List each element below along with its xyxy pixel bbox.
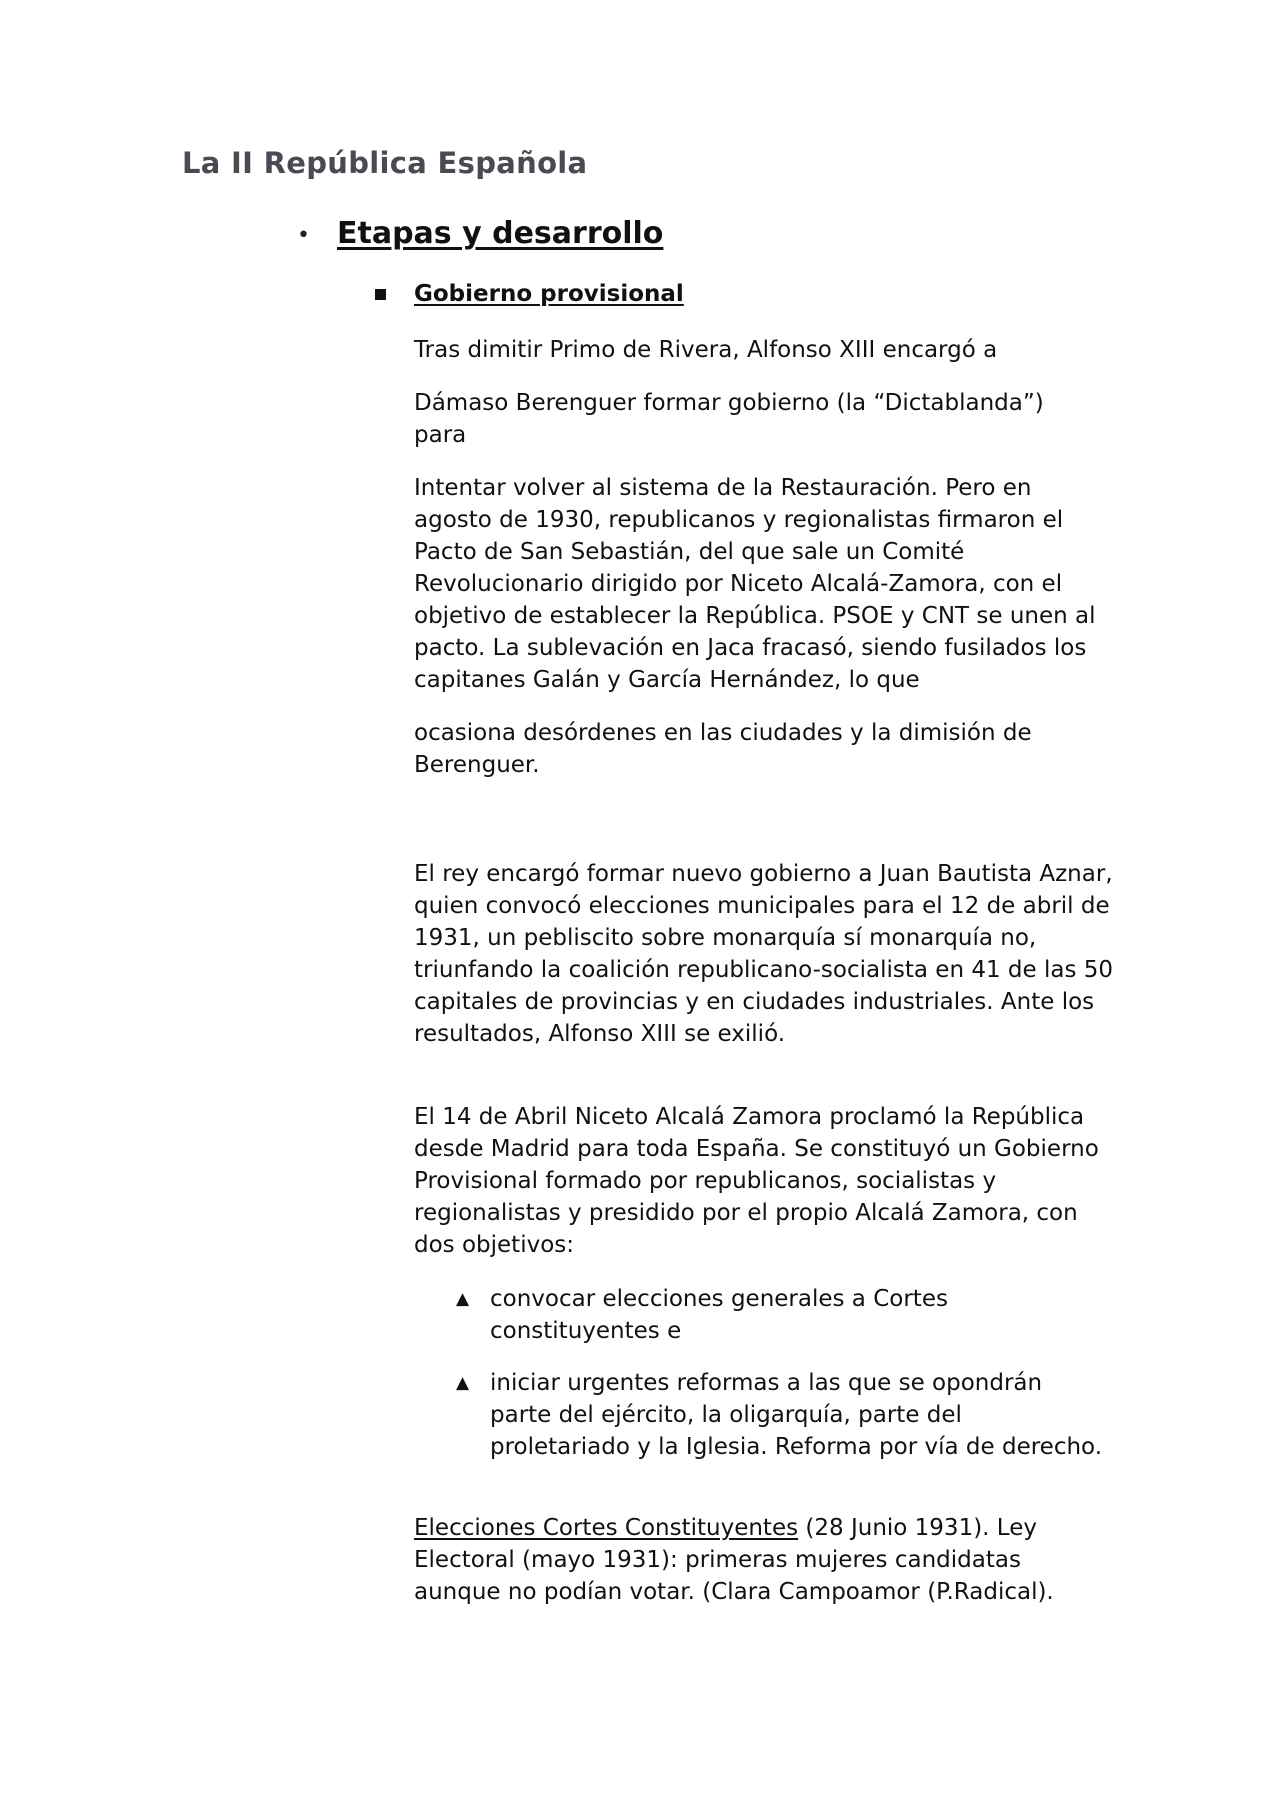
elections-link[interactable]: Elecciones Cortes Constituyentes [414, 1515, 799, 1541]
list-item-text: iniciar urgentes reformas a las que se opondrán parte del ejército, la oligarquía, parte del proletariado y la Iglesia. Reforma por vía de derecho. [490, 1370, 1103, 1460]
paragraph: Dámaso Berenguer formar gobierno (la “Dictablanda”) para [414, 390, 1044, 448]
subsection-gobierno-provisional [375, 281, 684, 307]
section-etapas [297, 216, 663, 251]
paragraph: ocasiona desórdenes en las ciudades y la dimisión de Berenguer. [414, 720, 1032, 778]
section-heading: Etapas y desarrollo [337, 216, 664, 251]
subsection-heading: Gobierno provisional [414, 281, 684, 307]
list-item-text: convocar elecciones generales a Cortes constituyentes e [490, 1286, 948, 1344]
triangle-bullet-icon: ▲ [456, 1289, 470, 1309]
paragraph: Tras dimitir Primo de Rivera, Alfonso XIII encargó a [414, 337, 998, 363]
bullet-dot-icon: • [297, 223, 310, 248]
paragraph: El rey encargó formar nuevo gobierno a Juan Bautista Aznar, quien convocó elecciones municipales para el 12 de abril de 1931, un pebliscito sobre monarquía sí monarquía no, triunfando la coalición republicano-socialista en 41 de las 50 capitales de provincias y en ciudades industriales. Ante los resultados, Alfonso XIII se exilió. [414, 861, 1114, 1047]
elections-paragraph [414, 1512, 1114, 1608]
paragraph: Intentar volver al sistema de la Restauración. Pero en agosto de 1930, republicanos y regionalistas firmaron el Pacto de San Sebastián, del que sale un Comité Revolucionario dirigido por Niceto Alcalá-Zamora, con el objetivo de establecer la República. PSOE y CNT se unen al pacto. La sublevación en Jaca fracasó, siendo fusilados los capitanes Galán y García Hernández, lo que [414, 475, 1096, 693]
square-bullet-icon [375, 289, 386, 300]
elections-text: (28 Junio 1931). Ley Electoral (mayo 1931): primeras mujeres candidatas aunque no podían votar. (Clara Campoamor (P.Radical). [414, 1515, 1054, 1605]
paragraph: El 14 de Abril Niceto Alcalá Zamora proclamó la República desde Madrid para toda España. Se constituyó un Gobierno Provisional formado por republicanos, socialistas y regionalistas y presidido por el propio Alcalá Zamora, con dos objetivos: [414, 1104, 1099, 1258]
list-item [456, 1367, 1106, 1463]
list-item [456, 1283, 1106, 1347]
triangle-bullet-icon: ▲ [456, 1373, 470, 1393]
page-title: La II República Española [182, 146, 588, 180]
